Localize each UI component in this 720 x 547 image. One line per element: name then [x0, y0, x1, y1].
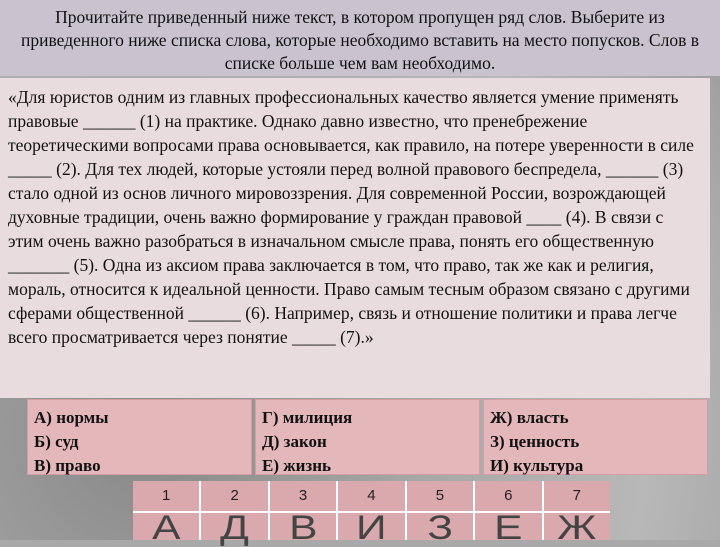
- option-a: А) нормы: [34, 408, 109, 427]
- answer-number: 5: [407, 481, 473, 513]
- answer-letter: А: [152, 509, 181, 547]
- options-column-2: [255, 399, 480, 475]
- option-zh: Ж) власть: [490, 408, 569, 427]
- answer-cell: [407, 481, 475, 547]
- answer-letter: Е: [494, 509, 523, 547]
- option-z: З) ценность: [490, 432, 580, 451]
- instruction-text: Прочитайте приведенный ниже текст, в котором пропущен ряд слов. Выберите из приведенного ниже списка слова, которые необходимо вставить на место попусков. Слов в списке больше чем вам необходимо.: [0, 0, 720, 76]
- answer-number: 2: [201, 481, 267, 513]
- option-d: Д) закон: [262, 432, 327, 451]
- word-options: [27, 399, 708, 475]
- answer-letter: Д: [220, 509, 250, 547]
- answer-cell: [201, 481, 269, 547]
- option-i: И) культура: [490, 456, 584, 475]
- answer-letter: Ж: [557, 509, 597, 547]
- answer-number: 1: [133, 481, 199, 513]
- answer-letter: В: [288, 509, 318, 547]
- answer-number: 7: [544, 481, 610, 513]
- answer-cell: [270, 481, 338, 547]
- answer-cell: [475, 481, 543, 547]
- option-v: В) право: [34, 456, 101, 475]
- options-column-1: [27, 399, 252, 475]
- answer-cell: [133, 481, 201, 547]
- answer-number: 3: [270, 481, 336, 513]
- answer-number: 4: [338, 481, 404, 513]
- option-e: Е) жизнь: [262, 456, 331, 475]
- options-column-3: [483, 399, 708, 475]
- answer-number: 6: [475, 481, 541, 513]
- answer-cell: [544, 481, 610, 547]
- answer-cell: [338, 481, 406, 547]
- answer-grid: [133, 481, 610, 547]
- answer-letter: З: [427, 509, 453, 547]
- option-b: Б) суд: [34, 432, 79, 451]
- answer-letter: И: [356, 509, 387, 547]
- option-g: Г) милиция: [262, 408, 353, 427]
- passage-text: «Для юристов одним из главных профессиональных качество является умение применять правовые ______ (1) на практике. Однако давно известно, что пренебрежение теоретическими вопросами права основывается, как правило, на потере уверенности в силе _____ (2). Для тех людей, которые устояли перед волной правового беспредела, ______ (3) стало одной из основ личного мировоззрения. Для современной России, возрождающей духовные традиции, очень важно формирование у граждан правовой ____ (4). В связи с этим очень важно разобраться в изначальном смысле права, понять его общественную _______ (5). Одна из аксиом права заключается в том, что право, так же как и религия, мораль, относится к идеальной ценности. Право самым тесным образом связано с другими сферами общественной ______ (6). Например, связь и отношение политики и права легче всего просматривается через понятие _____ (7).»: [0, 78, 710, 398]
